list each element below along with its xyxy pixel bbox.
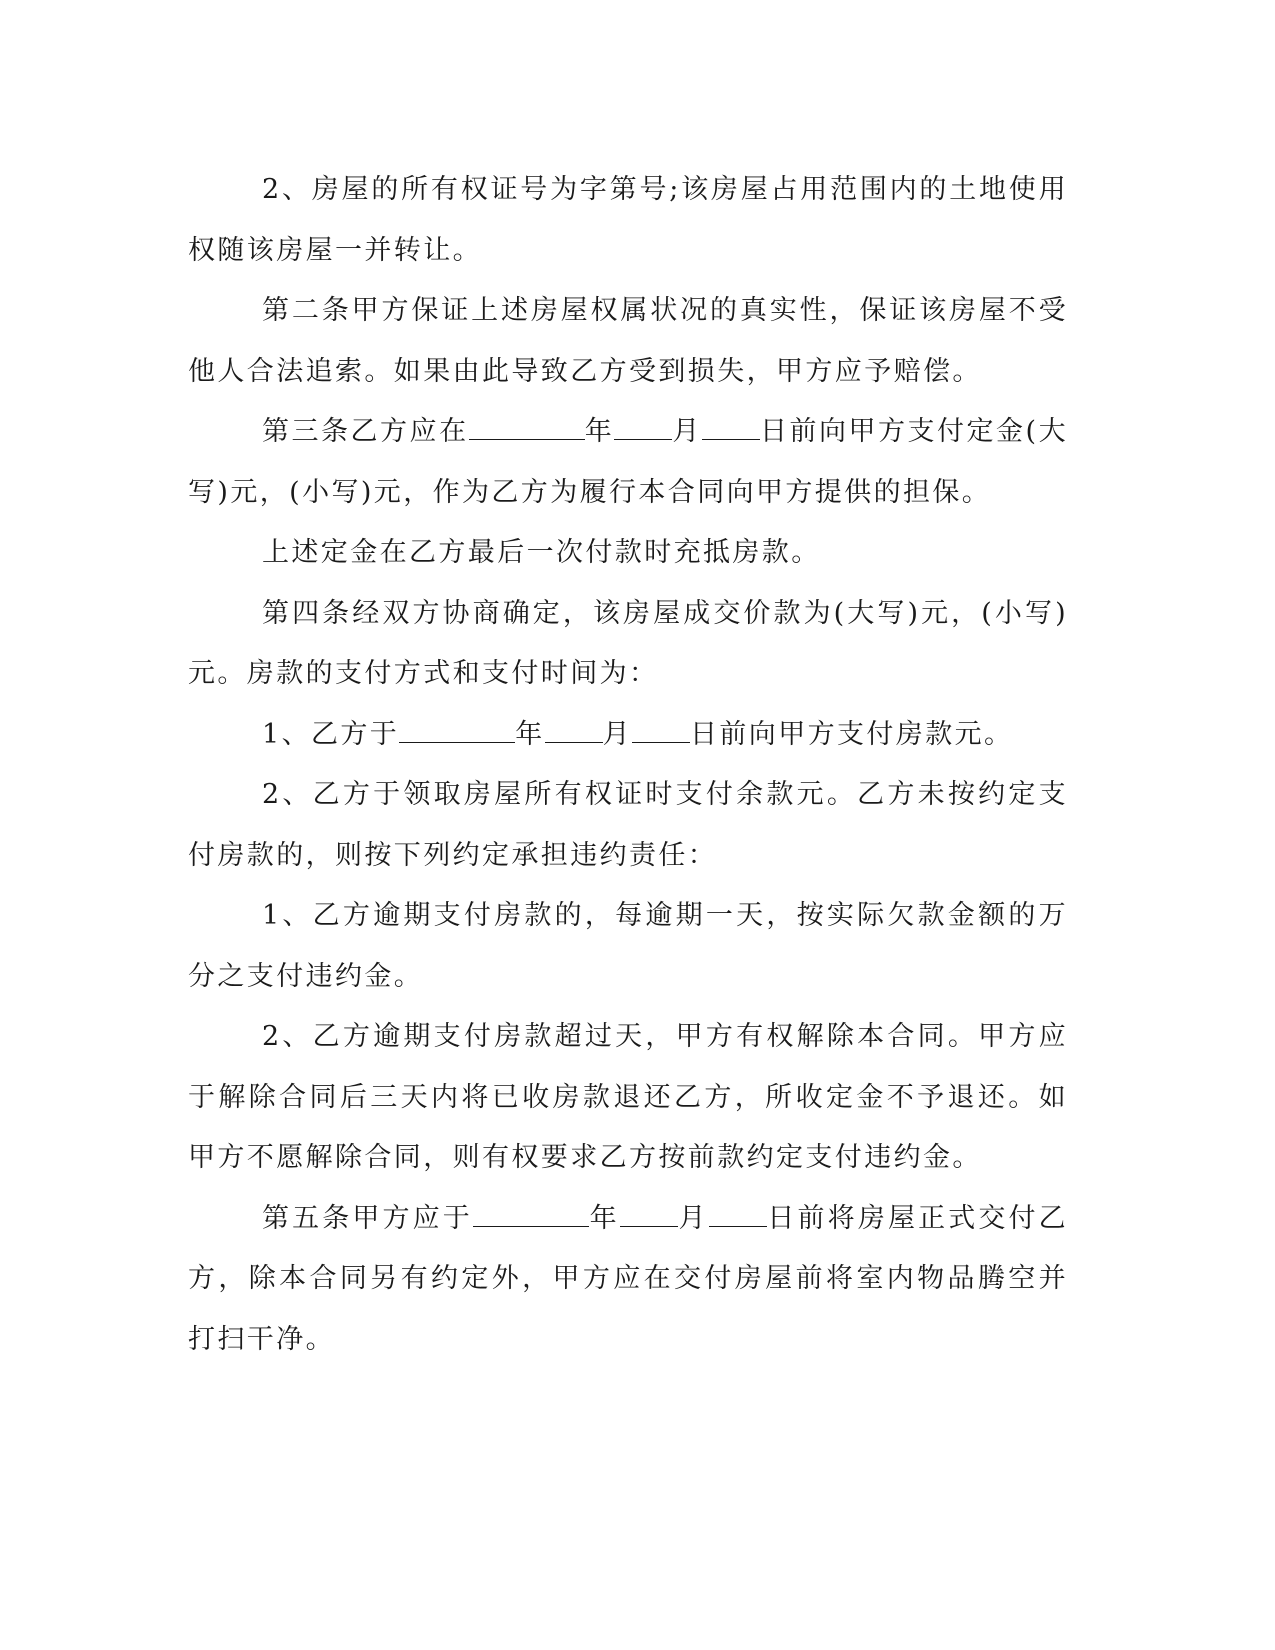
paragraph-payment-1 bbox=[188, 705, 1068, 766]
day-blank bbox=[709, 1202, 767, 1227]
day-blank bbox=[632, 718, 690, 743]
paragraph-text: 2、乙方于领取房屋所有权证时支付余款元。乙方未按约定支付房款的，则按下列约定承担违约责任： bbox=[188, 779, 1068, 871]
paragraph-deposit-offset bbox=[188, 523, 1068, 584]
month-label: 月 bbox=[672, 416, 702, 447]
day-blank bbox=[702, 415, 760, 440]
paragraph-article-4 bbox=[188, 584, 1068, 705]
paragraph-text: 2、乙方逾期支付房款超过天，甲方有权解除本合同。甲方应于解除合同后三天内将已收房款退还乙方，所收定金不予退还。如甲方不愿解除合同，则有权要求乙方按前款约定支付违约金。 bbox=[188, 1021, 1068, 1173]
year-blank bbox=[473, 1202, 589, 1227]
paragraph-text: 第四条经双方协商确定，该房屋成交价款为(大写)元，(小写)元。房款的支付方式和支付时间为： bbox=[188, 597, 1068, 689]
paragraph-liability-2 bbox=[188, 1007, 1068, 1189]
document-body bbox=[188, 160, 1068, 1370]
paragraph-text: 第二条甲方保证上述房屋权属状况的真实性，保证该房屋不受他人合法追索。如果由此导致乙方受到损失，甲方应予赔偿。 bbox=[188, 295, 1068, 387]
paragraph-text: 第五条甲方应于 bbox=[262, 1202, 473, 1234]
paragraph-text: 上述定金在乙方最后一次付款时充抵房款。 bbox=[262, 537, 821, 568]
paragraph-text: 1、乙方逾期支付房款的，每逾期一天，按实际欠款金额的万分之支付违约金。 bbox=[188, 900, 1068, 992]
paragraph-ownership-certificate bbox=[188, 160, 1068, 281]
paragraph-article-5 bbox=[188, 1189, 1068, 1371]
year-label: 年 bbox=[515, 718, 545, 750]
month-blank bbox=[545, 718, 603, 743]
month-label: 月 bbox=[677, 1202, 709, 1234]
paragraph-payment-2 bbox=[188, 765, 1068, 886]
paragraph-text: 2、房屋的所有权证号为字第号;该房屋占用范围内的土地使用权随该房屋一并转让。 bbox=[188, 174, 1068, 266]
year-label: 年 bbox=[588, 1202, 620, 1234]
paragraph-article-3 bbox=[188, 402, 1068, 523]
paragraph-text: 日前将房屋正式交付乙方，除本合同另有约定外，甲方应在交付房屋前将室内物品腾空并打扫干净。 bbox=[188, 1202, 1069, 1355]
month-blank bbox=[620, 1202, 678, 1227]
year-label: 年 bbox=[584, 416, 615, 447]
paragraph-article-2 bbox=[188, 281, 1068, 402]
month-blank bbox=[614, 415, 672, 440]
paragraph-text: 1、乙方于 bbox=[262, 718, 400, 750]
paragraph-text: 日前向甲方支付房款元。 bbox=[690, 718, 1014, 750]
year-blank bbox=[469, 415, 585, 440]
paragraph-liability-1 bbox=[188, 886, 1068, 1007]
month-label: 月 bbox=[602, 718, 632, 750]
paragraph-text: 日前向甲方支付定金(大写)元，(小写)元，作为乙方为履行本合同向甲方提供的担保。 bbox=[188, 416, 1068, 508]
year-blank bbox=[399, 718, 515, 743]
paragraph-text: 第三条乙方应在 bbox=[262, 416, 469, 447]
